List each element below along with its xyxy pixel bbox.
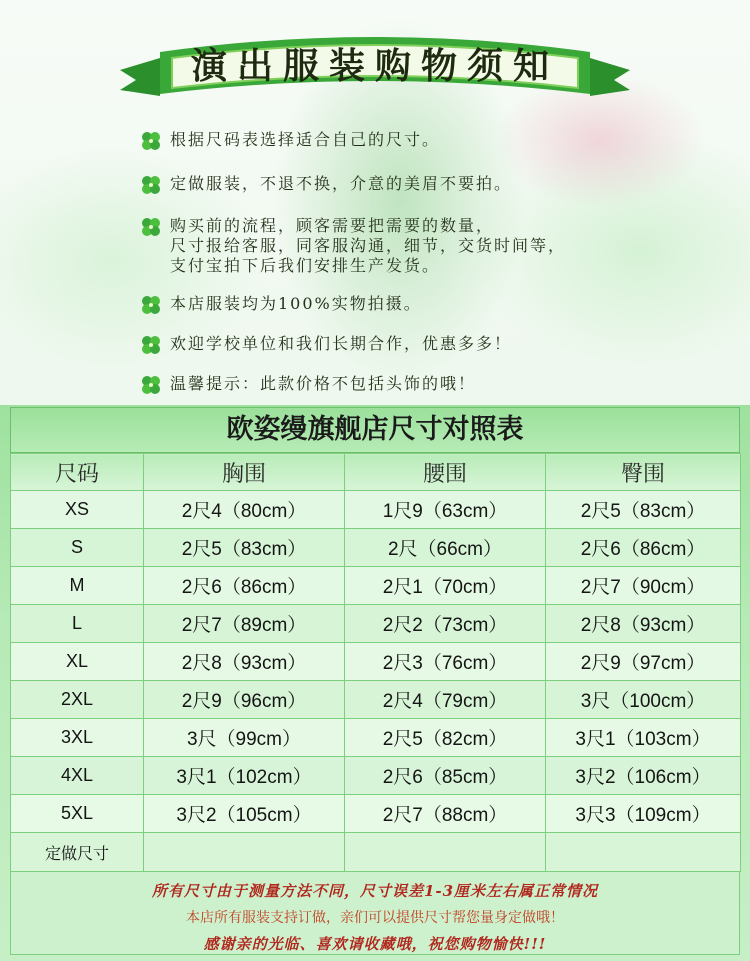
- table-row: [11, 567, 741, 605]
- size-label-cell: M: [11, 567, 144, 605]
- table-row: [11, 643, 741, 681]
- notes-list: [140, 130, 740, 405]
- table-row: [11, 491, 741, 529]
- note-text: 本店服装均为100%实物拍摄。: [170, 294, 422, 313]
- measurement-cell: 1尺9（63cm）: [345, 491, 546, 529]
- clover-icon: [140, 295, 162, 315]
- notice-section: [0, 0, 750, 405]
- footer-line-custom: 本店所有服装支持订做，亲们可以提供尺寸帮您量身定做哦！: [186, 909, 564, 925]
- measurement-cell: [144, 833, 345, 872]
- footer-notice: [10, 871, 740, 955]
- size-label-cell: 4XL: [11, 757, 144, 795]
- measurement-cell: 2尺6（86cm）: [144, 567, 345, 605]
- table-row: [11, 757, 741, 795]
- table-row: [11, 719, 741, 757]
- header-size: 尺码: [11, 454, 144, 491]
- measurement-cell: 2尺5（82cm）: [345, 719, 546, 757]
- table-row: [11, 529, 741, 567]
- measurement-cell: 2尺4（80cm）: [144, 491, 345, 529]
- measurement-cell: 3尺2（106cm）: [546, 757, 741, 795]
- size-label-cell: 5XL: [11, 795, 144, 833]
- measurement-cell: 3尺（99cm）: [144, 719, 345, 757]
- banner-title: 演出服装购物须知: [190, 45, 559, 87]
- measurement-cell: 3尺1（103cm）: [546, 719, 741, 757]
- note-item: [140, 216, 740, 276]
- footer-line-measurement: 所有尺寸由于测量方法不同，尺寸误差1-3厘米左右属正常情况: [151, 882, 599, 900]
- note-item: [140, 130, 740, 150]
- header-bust: 胸围: [144, 454, 345, 491]
- table-row: [11, 833, 741, 872]
- note-text: 欢迎学校单位和我们长期合作，优惠多多！: [170, 334, 513, 353]
- table-header-row: [11, 454, 741, 491]
- measurement-cell: [345, 833, 546, 872]
- clover-icon: [140, 375, 162, 395]
- size-label-cell: 2XL: [11, 681, 144, 719]
- note-item: [140, 174, 740, 194]
- measurement-cell: 3尺3（109cm）: [546, 795, 741, 833]
- measurement-cell: 2尺7（89cm）: [144, 605, 345, 643]
- size-chart-table: [10, 453, 741, 872]
- size-label-cell: 3XL: [11, 719, 144, 757]
- clover-icon: [140, 335, 162, 355]
- measurement-cell: 2尺5（83cm）: [546, 491, 741, 529]
- measurement-cell: 2尺2（73cm）: [345, 605, 546, 643]
- size-label-cell: XL: [11, 643, 144, 681]
- measurement-cell: 3尺1（102cm）: [144, 757, 345, 795]
- table-row: [11, 681, 741, 719]
- measurement-cell: 2尺4（79cm）: [345, 681, 546, 719]
- clover-icon: [140, 217, 162, 237]
- measurement-cell: 2尺7（90cm）: [546, 567, 741, 605]
- measurement-cell: 2尺3（76cm）: [345, 643, 546, 681]
- header-waist: 腰围: [345, 454, 546, 491]
- note-text: 根据尺码表选择适合自己的尺寸。: [170, 130, 441, 149]
- measurement-cell: [546, 833, 741, 872]
- size-label-cell: 定做尺寸: [11, 833, 144, 872]
- measurement-cell: 2尺8（93cm）: [144, 643, 345, 681]
- size-label-cell: L: [11, 605, 144, 643]
- note-text: 购买前的流程，顾客需要把需要的数量， 尺寸报给客服，同客服沟通，细节，交货时间等， 支付宝拍下后我们安排生产发货。: [170, 216, 567, 275]
- measurement-cell: 2尺6（86cm）: [546, 529, 741, 567]
- header-hip: 臀围: [546, 454, 741, 491]
- table-row: [11, 795, 741, 833]
- clover-icon: [140, 175, 162, 195]
- measurement-cell: 2尺（66cm）: [345, 529, 546, 567]
- size-label-cell: XS: [11, 491, 144, 529]
- measurement-cell: 2尺9（96cm）: [144, 681, 345, 719]
- title-banner: [120, 28, 630, 106]
- note-item: [140, 294, 740, 314]
- measurement-cell: 2尺7（88cm）: [345, 795, 546, 833]
- note-text: 温馨提示：此款价格不包括头饰的哦！: [170, 374, 477, 393]
- measurement-cell: 3尺2（105cm）: [144, 795, 345, 833]
- measurement-cell: 2尺8（93cm）: [546, 605, 741, 643]
- table-title: 欧姿缦旗舰店尺寸对照表: [10, 407, 740, 453]
- size-label-cell: S: [11, 529, 144, 567]
- measurement-cell: 2尺1（70cm）: [345, 567, 546, 605]
- note-item: [140, 374, 740, 394]
- measurement-cell: 2尺6（85cm）: [345, 757, 546, 795]
- note-item: [140, 334, 740, 354]
- measurement-cell: 2尺9（97cm）: [546, 643, 741, 681]
- clover-icon: [140, 131, 162, 151]
- table-row: [11, 605, 741, 643]
- measurement-cell: 2尺5（83cm）: [144, 529, 345, 567]
- footer-line-thanks: 感谢亲的光临、喜欢请收藏哦，祝您购物愉快!!!: [203, 935, 547, 953]
- note-text: 定做服装，不退不换，介意的美眉不要拍。: [170, 174, 513, 193]
- measurement-cell: 3尺（100cm）: [546, 681, 741, 719]
